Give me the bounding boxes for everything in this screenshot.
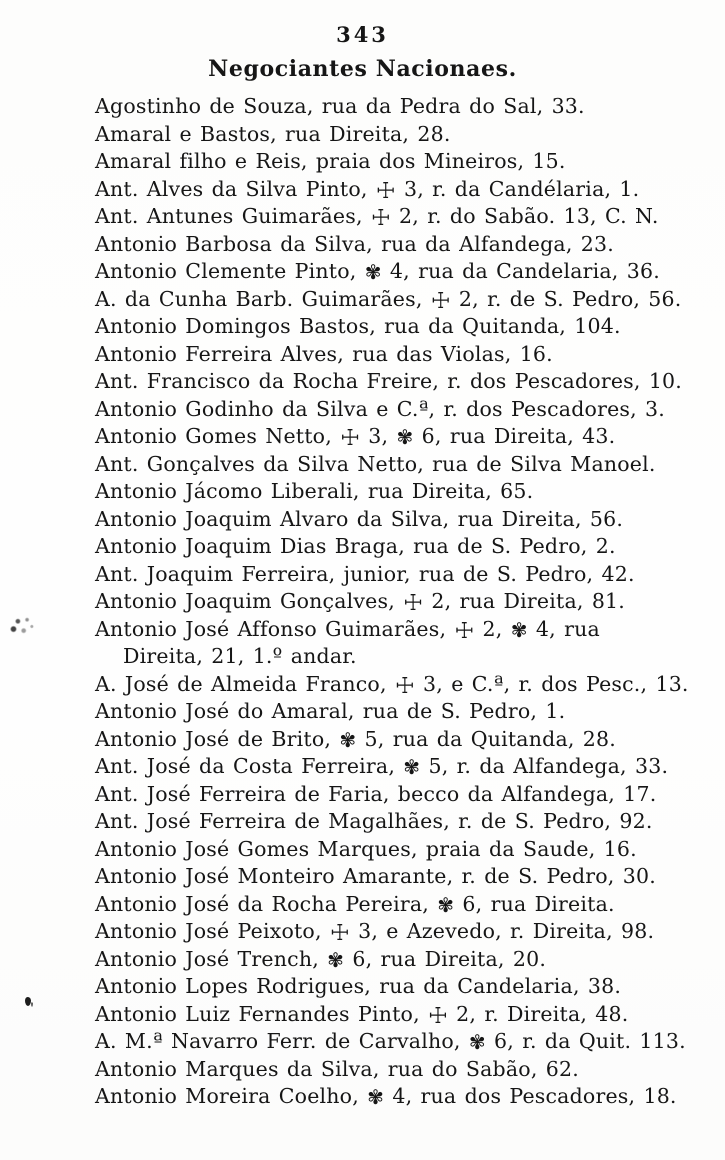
directory-entry: Antonio Marques da Silva, rua do Sabão, 62. bbox=[95, 1056, 579, 1081]
order-of-christ-cross-icon: ☩ bbox=[454, 618, 475, 644]
margin-ink-dot bbox=[25, 997, 31, 1006]
order-of-christ-cross-icon: ☩ bbox=[394, 673, 415, 699]
directory-entry: Antonio Joaquim Alvaro da Silva, rua Direita, 56. bbox=[95, 506, 624, 531]
directory-entry: Antonio José Gomes Marques, praia da Saude, 16. bbox=[95, 836, 637, 861]
directory-entry: Antonio José de Brito, ✾ 5, rua da Quitanda, 28. bbox=[95, 726, 617, 752]
order-of-christ-cross-icon: ☩ bbox=[430, 288, 451, 314]
order-of-christ-cross-icon: ☩ bbox=[375, 178, 396, 204]
directory-entry: A. da Cunha Barb. Guimarães, ☩ 2, r. de S. Pedro, 56. bbox=[95, 286, 682, 314]
directory-entry: Antonio José Trench, ✾ 6, rua Direita, 20. bbox=[95, 946, 547, 972]
directory-entry: Ant. José da Costa Ferreira, ✾ 5, r. da Alfandega, 33. bbox=[95, 754, 669, 779]
directory-entry: A. José de Almeida Franco, ☩ 3, e C.ª, r. dos Pesc., 13. bbox=[95, 671, 689, 699]
directory-entry: Antonio Moreira Coelho, ✾ 4, rua dos Pescadores, 18. bbox=[95, 1084, 677, 1109]
directory-entry: Ant. José Ferreira de Magalhães, r. de S. Pedro, 92. bbox=[95, 809, 653, 833]
directory-entry: Ant. Alves da Silva Pinto, ☩ 3, r. da Candélaria, 1. bbox=[95, 176, 640, 204]
rosette-icon: ✾ bbox=[437, 892, 455, 917]
directory-entry: Ant. Joaquim Ferreira, junior, rua de S. Pedro, 42. bbox=[95, 561, 635, 586]
directory-entry: Ant. José Ferreira de Faria, becco da Alfandega, 17. bbox=[95, 781, 657, 806]
directory-entry: Antonio Domingos Bastos, rua da Quitanda, 104. bbox=[95, 314, 621, 338]
order-of-christ-cross-icon: ☩ bbox=[329, 921, 350, 946]
rosette-icon: ✾ bbox=[510, 617, 528, 642]
order-of-christ-cross-icon: ☩ bbox=[370, 206, 391, 231]
rosette-icon: ✾ bbox=[327, 947, 345, 972]
directory-entry: Antonio José da Rocha Pereira, ✾ 6, rua Direita. bbox=[95, 891, 615, 917]
directory-entry: Ant. Gonçalves da Silva Netto, rua de Silva Manoel. bbox=[95, 451, 656, 476]
rosette-icon: ✾ bbox=[367, 1085, 385, 1109]
directory-entry: Antonio Joaquim Gonçalves, ☩ 2, rua Direita, 81. bbox=[95, 589, 626, 616]
directory-entry: Antonio Barbosa da Silva, rua da Alfandega, 23. bbox=[95, 231, 614, 256]
directory-entry: Antonio Lopes Rodrigues, rua da Candelaria, 38. bbox=[95, 974, 622, 998]
directory-entry: Antonio Gomes Netto, ☩ 3, ✾ 6, rua Direita, 43. bbox=[95, 424, 616, 451]
directory-entry: Antonio José Peixoto, ☩ 3, e Azevedo, r. Direita, 98. bbox=[95, 919, 655, 946]
directory-entry: A. M.ª Navarro Ferr. de Carvalho, ✾ 6, r. da Quit. 113. bbox=[95, 1029, 686, 1054]
directory-entry: Antonio Joaquim Dias Braga, rua de S. Pedro, 2. bbox=[95, 534, 616, 558]
directory-list bbox=[95, 93, 695, 1111]
directory-entry: Amaral e Bastos, rua Direita, 28. bbox=[95, 121, 451, 146]
rosette-icon: ✾ bbox=[396, 425, 414, 449]
rosette-icon: ✾ bbox=[339, 727, 357, 752]
directory-entry: Antonio Godinho da Silva e C.ª, r. dos Pescadores, 3. bbox=[95, 396, 666, 421]
page-number: 343 bbox=[336, 22, 389, 47]
directory-entry: Antonio Luiz Fernandes Pinto, ☩ 2, r. Direita, 48. bbox=[95, 1001, 629, 1029]
directory-entry: Antonio José Monteiro Amarante, r. de S. Pedro, 30. bbox=[95, 864, 656, 888]
order-of-christ-cross-icon: ☩ bbox=[340, 426, 361, 451]
rosette-icon: ✾ bbox=[403, 755, 421, 779]
rosette-icon: ✾ bbox=[468, 1030, 486, 1054]
directory-entry: Antonio José do Amaral, rua de S. Pedro, 1. bbox=[95, 699, 566, 723]
directory-entry: Antonio Jácomo Liberali, rua Direita, 65. bbox=[95, 479, 534, 503]
directory-entry: Amaral filho e Reis, praia dos Mineiros, 15. bbox=[95, 149, 566, 173]
order-of-christ-cross-icon: ☩ bbox=[403, 591, 424, 616]
directory-entry: Agostinho de Souza, rua da Pedra do Sal, 33. bbox=[95, 94, 585, 118]
rosette-icon: ✾ bbox=[364, 260, 382, 284]
directory-entry: Antonio José Affonso Guimarães, ☩ 2, ✾ 4, rua Direita, 21, 1.º andar. bbox=[95, 616, 600, 668]
margin-ink-smudge bbox=[6, 614, 40, 640]
directory-entry: Antonio Clemente Pinto, ✾ 4, rua da Candelaria, 36. bbox=[95, 259, 660, 284]
directory-entry: Ant. Antunes Guimarães, ☩ 2, r. do Sabão. 13, C. N. bbox=[95, 204, 659, 231]
order-of-christ-cross-icon: ☩ bbox=[428, 1003, 448, 1029]
directory-entry: Ant. Francisco da Rocha Freire, r. dos Pescadores, 10. bbox=[95, 369, 683, 393]
page-title: Negociantes Nacionaes. bbox=[208, 56, 517, 82]
directory-entry: Antonio Ferreira Alves, rua das Violas, 16. bbox=[95, 341, 553, 366]
